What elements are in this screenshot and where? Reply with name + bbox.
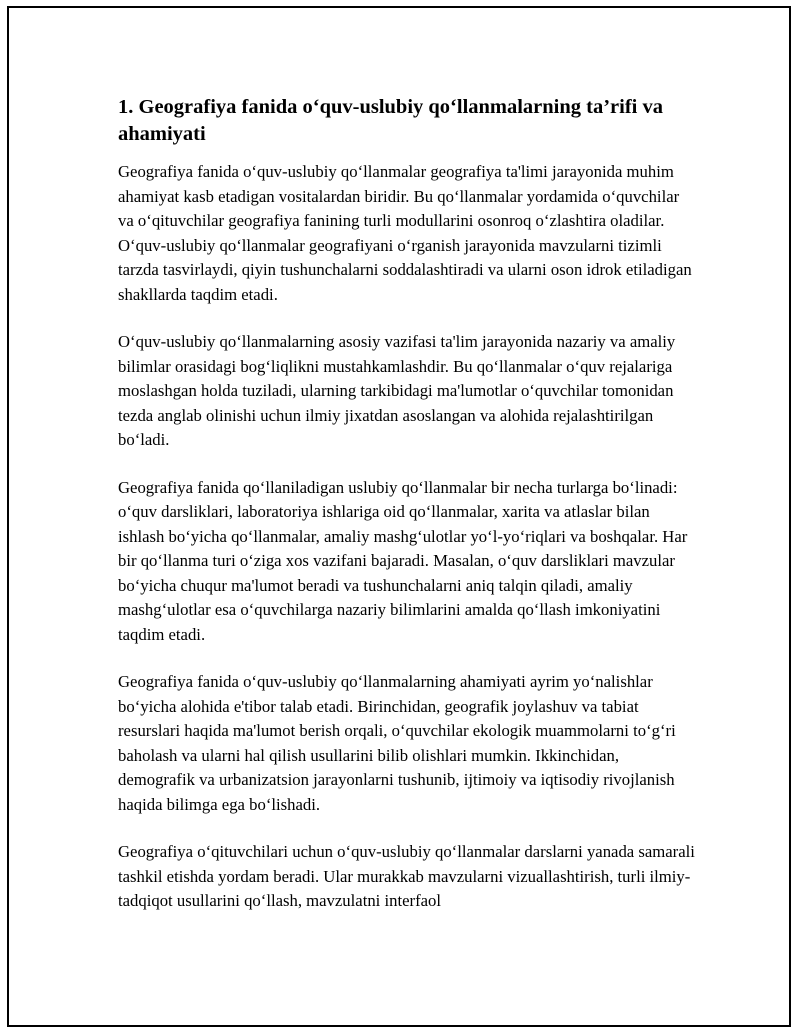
- paragraph-2: O‘quv-uslubiy qo‘llanmalarning asosiy vazifasi ta'lim jarayonida nazariy va amaliy bilimlar orasidagi bog‘liqlikni mustahkamlashdir. Bu qo‘llanmalar o‘quv rejalariga moslashgan holda tuziladi, ularning tarkibidagi ma'lumotlar o‘quvchilar tomonidan tezda anglab olinishi uchun ilmiy jixatdan asoslangan va alohida rejalashtirilgan bo‘ladi.: [118, 332, 676, 449]
- document-body: [118, 94, 698, 937]
- paragraph-4: Geografiya fanida o‘quv-uslubiy qo‘llanmalarning ahamiyati ayrim yo‘nalishlar bo‘yicha alohida e'tibor talab etadi. Birinchidan, geografik joylashuv va tabiat resurslari haqida ma'lumot berish orqali, o‘quvchilar ekologik muammolarni to‘g‘ri baholash va ularni hal qilish usullarini bilib olishlari mumkin. Ikkinchidan, demografik va urbanizatsion jarayonlarni tushunib, ijtimoiy va iqtisodiy rivojlanish haqida bilimga ega bo‘lishadi.: [118, 672, 676, 814]
- paragraph-5: Geografiya o‘qituvchilari uchun o‘quv-uslubiy qo‘llanmalar darslarni yanada samarali tashkil etishda yordam beradi. Ular murakkab mavzularni vizuallashtirish, turli ilmiy-tadqiqot usullarini qo‘llash, mavzulatni interfaol: [118, 842, 695, 910]
- paragraph-3: Geografiya fanida qo‘llaniladigan uslubiy qo‘llanmalar bir necha turlarga bo‘linadi: o‘quv darsliklari, laboratoriya ishlariga oid qo‘llanmalar, xarita va atlaslar bilan ishlash bo‘yicha qo‘llanmalar, amaliy mashg‘ulotlar yo‘l-yo‘riqlari va boshqalar. Har bir qo‘llanma turi o‘ziga xos vazifani bajaradi. Masalan, o‘quv darsliklari mavzular bo‘yicha chuqur ma'lumot beradi va tushunchalarni aniq talqin qiladi, amaliy mashg‘ulotlar esa o‘quvchilarga nazariy bilimlarini amalda qo‘llash imkoniyatini taqdim etadi.: [118, 477, 688, 644]
- section-heading: 1. Geografiya fanida o‘quv-uslubiy qo‘llanmalarning ta’rifi va ahamiyati: [118, 96, 664, 145]
- paragraph-1: Geografiya fanida o‘quv-uslubiy qo‘llanmalar geografiya ta'limi jarayonida muhim ahamiyat kasb etadigan vositalardan biridir. Bu qo‘llanmalar yordamida o‘quvchilar va o‘qituvchilar geografiya fanining turli modullarini osonroq o‘zlashtira oladilar. O‘quv-uslubiy qo‘llanmalar geografiyani o‘rganish jarayonida mavzularni tizimli tarzda tasvirlaydi, qiyin tushunchalarni soddalashtiradi va ularni oson idrok etiladigan shakllarda taqdim etadi.: [118, 162, 692, 304]
